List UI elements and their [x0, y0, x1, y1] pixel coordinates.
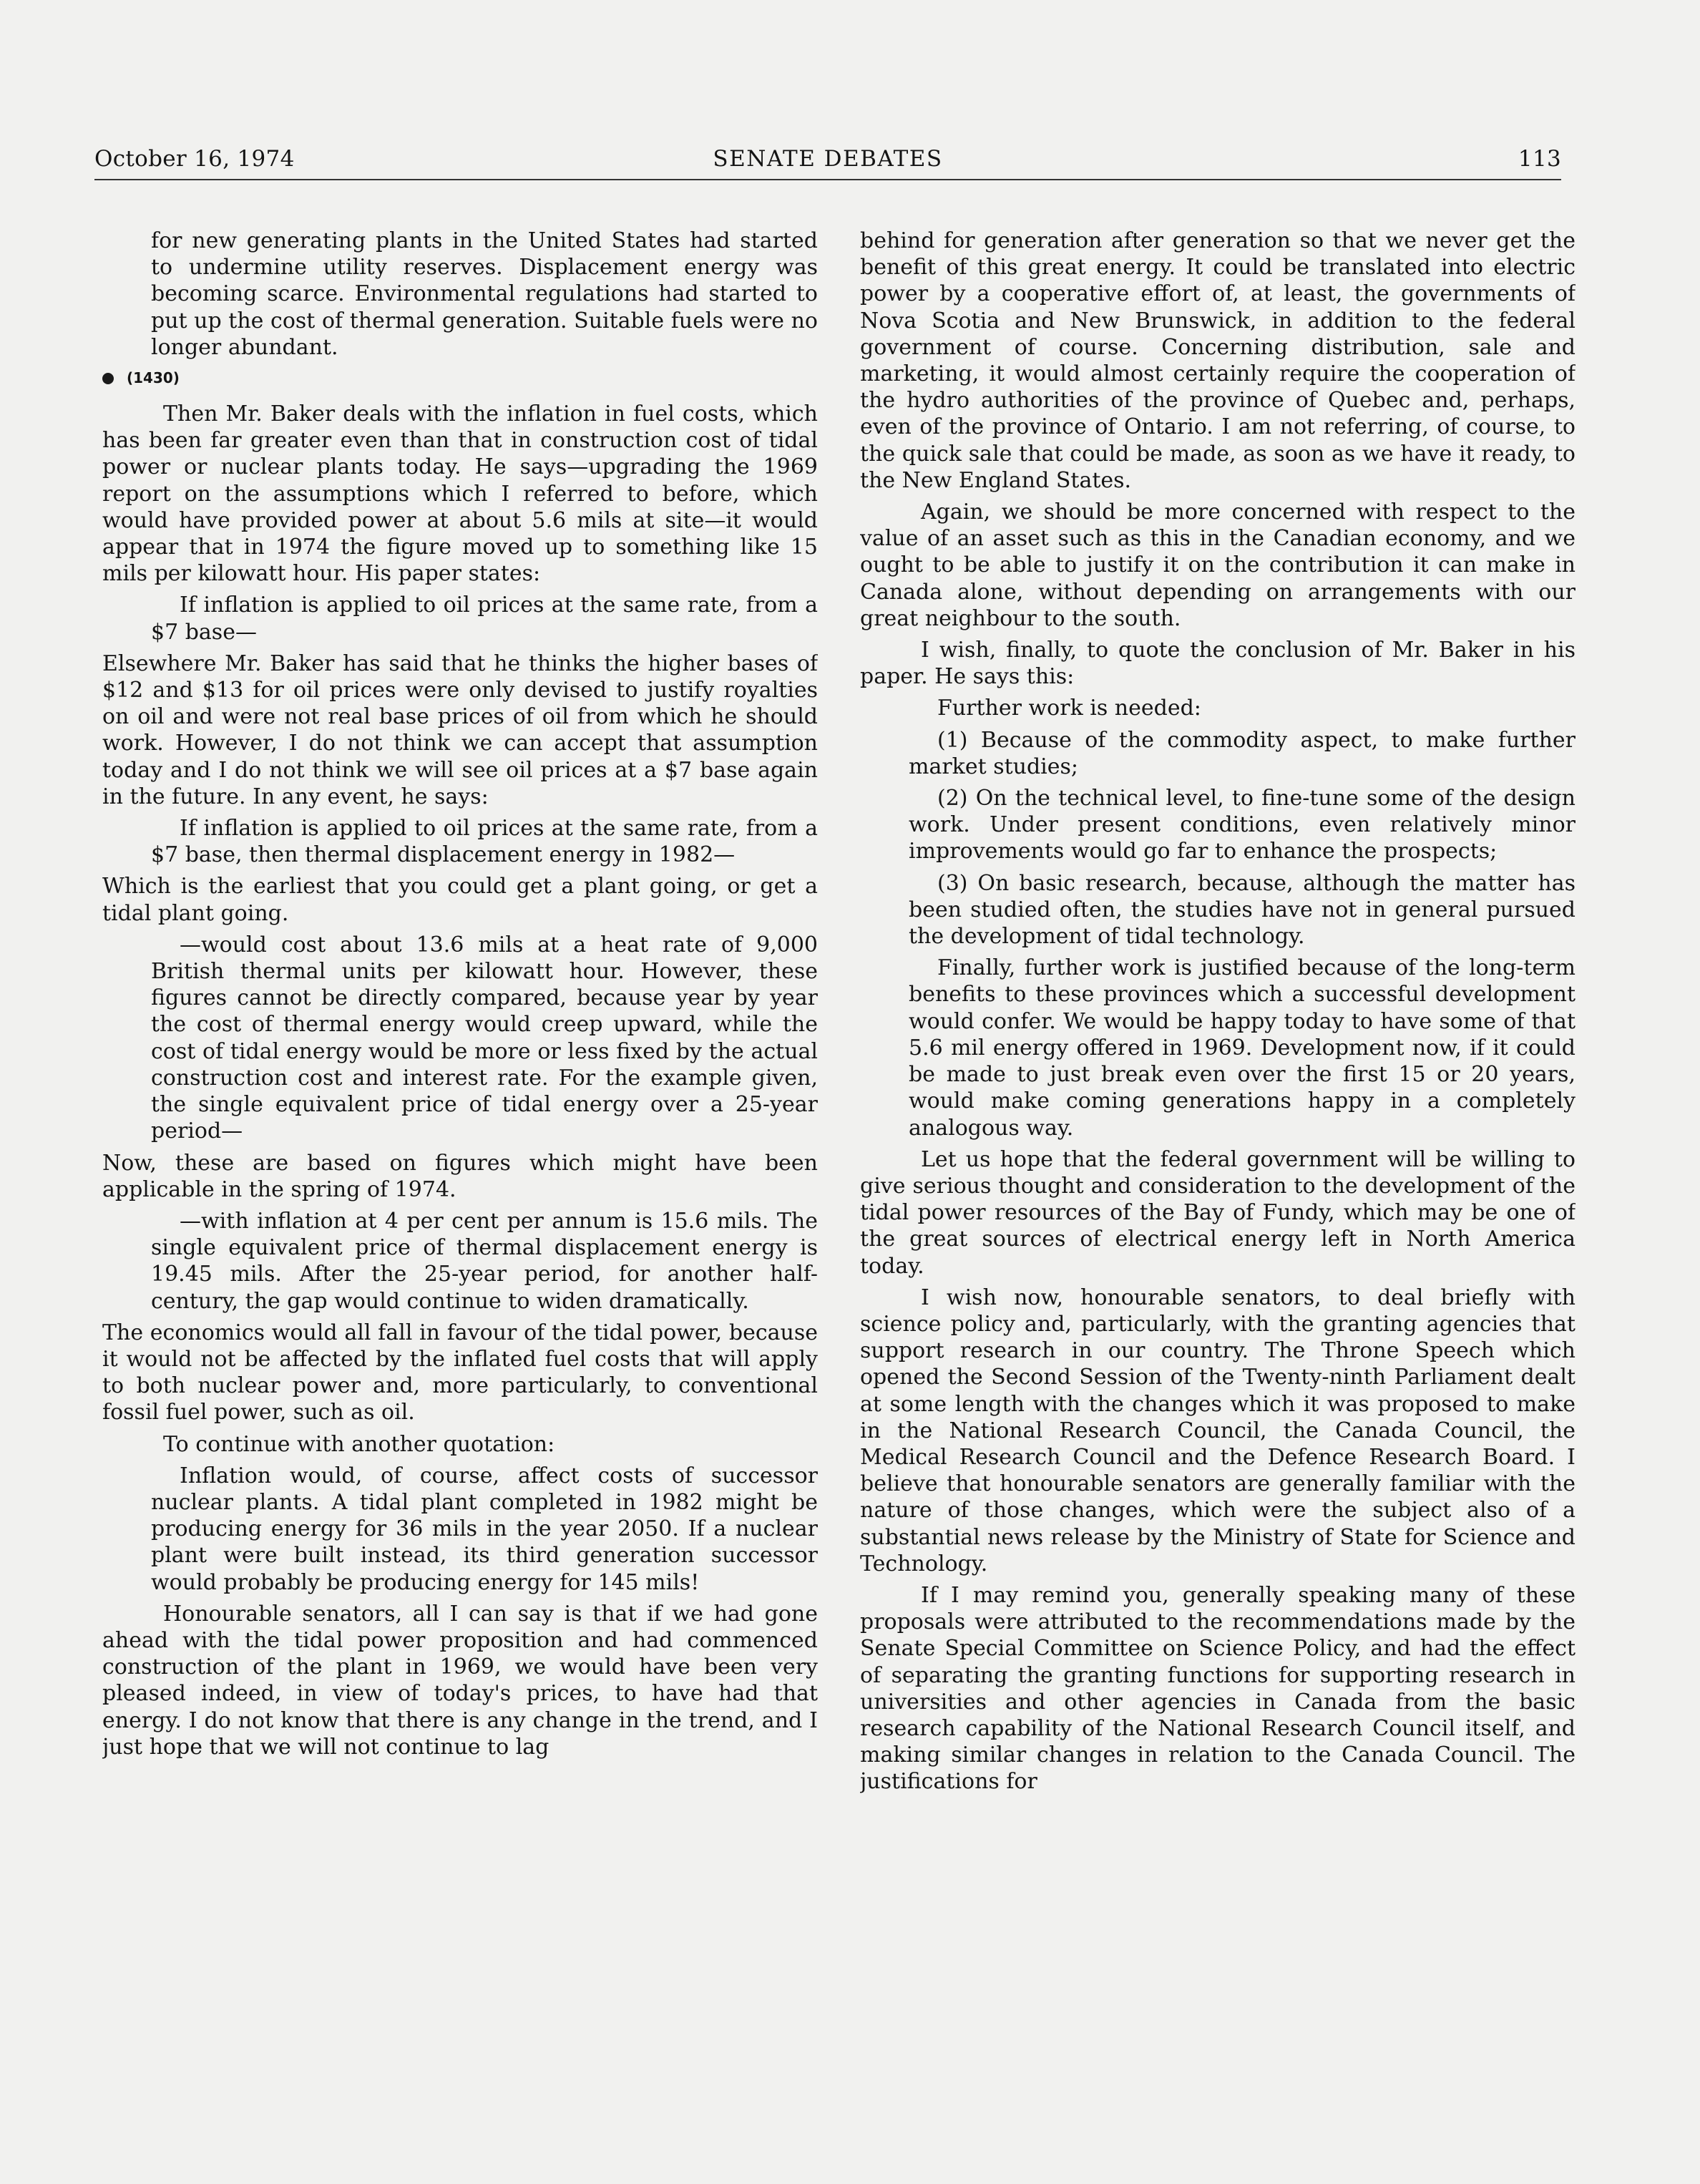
- quotation: If inflation is applied to oil prices at the same rate, from a $7 base, then thermal displacement energy in 1982—: [151, 816, 818, 868]
- quotation: —would cost about 13.6 mils at a heat rate of 9,000 British thermal units per kilowatt hour. However, these figures cannot be directly compared, because year by year the cost of thermal energy would creep upward, while the cost of tidal energy would be more or less fixed by the actual construction cost and interest rate. For the example given, the single equivalent price of tidal energy over a 25-year period—: [151, 932, 818, 1144]
- time-marker-label: (1430): [127, 369, 180, 387]
- paragraph: Again, we should be more concerned with respect to the value of an asset such as this in the Canadian economy, and we ought to be able to justify it on the contribution it can make in Canada alone, without depending on arrangements with our great neighbour to the south.: [860, 499, 1576, 631]
- quotation: (3) On basic research, because, although the matter has been studied often, the studies have not in general pursued the development of tidal technology.: [909, 870, 1576, 950]
- quotation: If inflation is applied to oil prices at the same rate, from a $7 base—: [151, 593, 818, 645]
- header-date: October 16, 1974: [94, 146, 295, 172]
- quotation: (2) On the technical level, to fine-tune some of the design work. Under present conditions, even relatively minor improvements would go far to enhance the prospects;: [909, 786, 1576, 864]
- paragraph: I wish, finally, to quote the conclusion of Mr. Baker in his paper. He says this:: [860, 638, 1576, 690]
- quotation: Finally, further work is justified because of the long-term benefits to these provinces which a successful development would confer. We would be happy today to have some of that 5.6 mil energy offered in 1969. Development now, if it could be made to just break even over the first 15 or 20 years, would make coming generations happy in a completely analogous way.: [909, 955, 1576, 1141]
- quotation: Inflation would, of course, affect costs of successor nuclear plants. A tidal plant completed in 1982 might be producing energy for 36 mils in the year 2050. If a nuclear plant were built instead, its third generation successor would probably be producing energy for 145 mils!: [151, 1463, 818, 1595]
- right-column: [860, 228, 1576, 2117]
- paragraph: I wish now, honourable senators, to deal briefly with science policy and, particularly, with the granting agencies that support research in our country. The Throne Speech which opened the Second Session of the Twenty-ninth Parliament dealt at some length with the changes which it was proposed to make in the National Research Council, the Canada Council, the Medical Research Council and the Defence Research Board. I believe that honourable senators are generally familiar with the nature of those changes, which were the subject also of a substantial news release by the Ministry of State for Science and Technology.: [860, 1284, 1576, 1576]
- paragraph: To continue with another quotation:: [163, 1431, 555, 1457]
- page-header: [94, 143, 1561, 180]
- header-title: SENATE DEBATES: [713, 146, 943, 172]
- bullet-icon: [102, 373, 114, 384]
- page-number: 113: [1518, 146, 1561, 172]
- paragraph: If I may remind you, generally speaking many of these proposals were attributed to the recommendations made by the Senate Special Committee on Science Policy, and had the effect of separating the granting functions for supporting research in universities and other agencies in Canada from the basic research capability of the National Research Council itself, and making similar changes in relation to the Canada Council. The justifications for: [860, 1582, 1576, 1795]
- paragraph: Let us hope that the federal government will be willing to give serious thought and consideration to the development of the tidal power resources of the Bay of Fundy, which may be one of the great sources of electrical energy left in North America today.: [860, 1146, 1576, 1279]
- quotation: (1) Because of the commodity aspect, to make further market studies;: [909, 727, 1576, 779]
- paragraph: behind for generation after generation so that we never get the benefit of this great energy. It could be translated into electric power by a cooperative effort of, at least, the governments of Nova Scotia and New Brunswick, in addition to the federal government of course. Concerning distribution, sale and marketing, it would almost certainly require the cooperation of the hydro authorities of the province of Quebec and, perhaps, even of the province of Ontario. I am not referring, of course, to the quick sale that could be made, as soon as we have it ready, to the New England States.: [860, 228, 1576, 493]
- paragraph: for new generating plants in the United States had started to undermine utility reserves. Displacement energy was becoming scarce. Environmental regulations had started to put up the cost of thermal generation. Suitable fuels were no longer abundant.: [151, 228, 818, 360]
- time-marker: [102, 366, 818, 391]
- quotation: —with inflation at 4 per cent per annum is 15.6 mils. The single equivalent price of thermal displacement energy is 19.45 mils. After the 25-year period, for another half-century, the gap would continue to widen dramatically.: [151, 1208, 818, 1314]
- paragraph: Now, these are based on figures which might have been applicable in the spring of 1974.: [102, 1150, 818, 1202]
- paragraph: Then Mr. Baker deals with the inflation in fuel costs, which has been far greater even than that in construction cost of tidal power or nuclear plants today. He says—upgrading the 1969 report on the assumptions which I referred to before, which would have provided power at about 5.6 mils at site—it would appear that in 1974 the figure moved up to something like 15 mils per kilowatt hour. His paper states:: [102, 401, 818, 587]
- paragraph: Honourable senators, all I can say is that if we had gone ahead with the tidal power proposition and had commenced construction of the plant in 1969, we would have been very pleased indeed, in view of today's prices, to have had that energy. I do not know that there is any change in the trend, and I just hope that we will not continue to lag: [102, 1601, 818, 1760]
- paragraph: Which is the earliest that you could get a plant going, or get a tidal plant going.: [102, 874, 818, 926]
- paragraph: Elsewhere Mr. Baker has said that he thinks the higher bases of $12 and $13 for oil prices were only devised to justify royalties on oil and were not real base prices of oil from which he should work. However, I do not think we can accept that assumption today and I do not think we will see oil prices at a $7 base again in the future. In any event, he says:: [102, 650, 818, 809]
- left-column: [102, 228, 818, 2117]
- paragraph: The economics would all fall in favour of the tidal power, because it would not be affected by the inflated fuel costs that will apply to both nuclear power and, more particularly, to conventional fossil fuel power, such as oil.: [102, 1320, 818, 1425]
- quotation: Further work is needed:: [937, 696, 1201, 721]
